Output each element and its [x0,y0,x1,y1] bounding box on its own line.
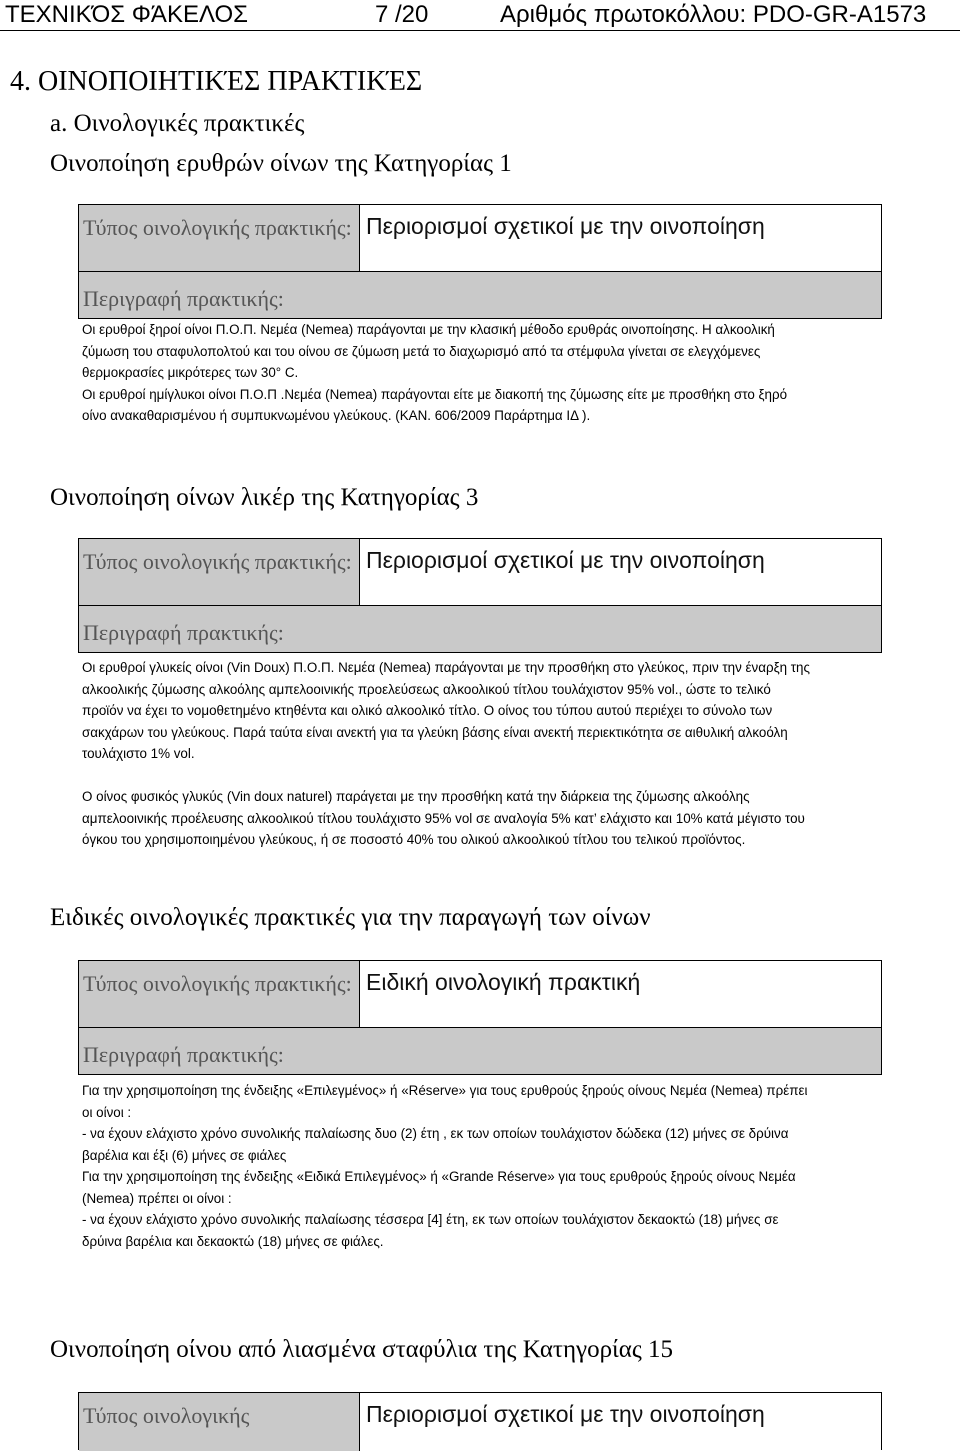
block2-description [82,657,872,851]
block3-restriction: Ειδική οινολογική πρακτική [366,969,641,995]
text-line: σακχάρων του γλεύκους. Παρά ταύτα είναι ανεκτή για τα γλεύκη βάσης είναι ανεκτή περιεκτικότητα σε αιθυλική αλκοόλη [82,724,788,740]
block2-description-label: Περιγραφή πρακτικής: [79,606,881,652]
block1-restriction: Περιορισμοί σχετικοί με την οινοποίηση [366,213,765,239]
block3-type-label: Τύπος οινολογικής πρακτικής: [79,961,360,1027]
block2-table [78,538,882,653]
block2-type-label: Τύπος οινολογικής πρακτικής: [79,539,360,605]
section-heading: 4. ΟΙΝΟΠΟΙΗΤΙΚΈΣ ΠΡΑΚΤΙΚΈΣ [10,66,423,97]
text-line: οι οίνοι : [82,1104,132,1120]
block1-table [78,204,882,319]
block1-title: Οινοποίηση ερυθρών οίνων της Κατηγορίας 1 [50,150,512,177]
block1-type-label: Τύπος οινολογικής πρακτικής: [79,205,360,271]
header-dossier-title: ΤΕΧΝΙΚΌΣ ΦΆΚΕΛΟΣ [5,1,248,28]
page-header [0,0,960,31]
text-line: - να έχουν ελάχιστο χρόνο συνολικής παλαίωσης δυο (2) έτη , εκ των οποίων τουλάχιστον δώδεκα (12) μήνες σε δρύινα [82,1126,789,1141]
block1-description-label: Περιγραφή πρακτικής: [79,272,881,318]
text-line: όγκου του χρησιμοποιημένου γλεύκους, ή σε ποσοστό 40% του ολικού αλκοολικού τίτλου του τελικού προϊόντος. [82,832,746,847]
block3-table [78,960,882,1075]
header-page-number: 7 /20 [375,1,429,28]
text-line: Για την χρησιμοποίηση της ένδειξης «Επιλεγμένος» ή «Réserve» για τους ερυθρούς ξηρούς οίνους Νεμέα (Nemea) πρέπει [82,1083,808,1098]
block3-title: Ειδικές οινολογικές πρακτικές για την παραγωγή των οίνων [50,904,651,931]
block4-restriction: Περιορισμοί σχετικοί με την οινοποίηση [366,1401,765,1427]
text-line [82,765,872,787]
text-line: ζύμωση του σταφυλοπολτού και του οίνου σε ζύμωση μετά το διαχωρισμό από τα στέμφυλα γίνεται σε ελεγχόμενες [82,343,761,359]
text-line: Οι ερυθροί ξηροί οίνοι Π.Ο.Π. Νεμέα (Nemea) παράγονται με την κλασική μέθοδο ερυθράς οινοποίησης. Η αλκοολική [82,322,775,337]
text-line: Ο οίνος φυσικός γλυκύς (Vin doux naturel) παράγεται με την προσθήκη κατά την διάρκεια της ζύμωσης αλκοόλης [82,789,750,804]
block3-description-label: Περιγραφή πρακτικής: [79,1028,881,1074]
text-line: βαρέλια και έξι (6) μήνες σε φιάλες [82,1147,287,1163]
block3-description [82,1080,872,1252]
text-line: (Nemea) πρέπει οι οίνοι : [82,1190,232,1206]
block2-title: Οινοποίηση οίνων λικέρ της Κατηγορίας 3 [50,484,479,511]
block4-type-label: Τύπος οινολογικής [79,1393,360,1451]
text-line: Οι ερυθροί γλυκείς οίνοι (Vin Doux) Π.Ο.Π. Νεμέα (Nemea) παράγονται με την προσθήκη στο γλεύκος, πριν την έναρξη της [82,660,810,675]
block2-restriction: Περιορισμοί σχετικοί με την οινοποίηση [366,547,765,573]
text-line: αμπελοοινικής προέλευσης αλκοολικού τίτλου τουλάχιστο 95% vol σε αναλογία 5% κατ’ ελάχιστο και 10% κατά μέγιστο του [82,810,805,826]
subsection-heading: a. Οινολογικές πρακτικές [50,110,305,137]
block4-title: Οινοποίηση οίνου από λιασμένα σταφύλια της Κατηγορίας 15 [50,1336,674,1363]
text-line: - να έχουν ελάχιστο χρόνο συνολικής παλαίωσης τέσσερα [4] έτη, εκ των οποίων τουλάχιστον δεκαοκτώ (18) μήνες σε [82,1212,779,1227]
text-line: οίνο ανακαθαρισμένου ή συμπυκνωμένου γλεύκους. (ΚΑΝ. 606/2009 Παράρτημα ΙΔ ). [82,408,591,423]
text-line: προϊόν να έχει το νομοθετημένο κτηθέντα και ολικό αλκοολικό τίτλο. Ο οίνος του τύπου αυτού περιέχει το σύνολο των [82,703,773,718]
text-line: Για την χρησιμοποίηση της ένδειξης «Ειδικά Επιλεγμένος» ή «Grande Réserve» για τους ερυθρούς ξηρούς οίνους Νεμέα [82,1169,796,1184]
text-line: δρύινα βαρέλια και δεκαοκτώ (18) μήνες σε φιάλες. [82,1233,384,1249]
block4-table [78,1392,882,1450]
block1-description [82,319,872,427]
text-line: θερμοκρασίες μικρότερες των 30° C. [82,365,299,380]
text-line: Οι ερυθροί ημίγλυκοι οίνοι Π.Ο.Π .Νεμέα (Nemea) παράγονται είτε με διακοπή της ζύμωσης είτε με προσθήκη στο ξηρό [82,386,788,402]
header-protocol-number: Αριθμός πρωτοκόλλου: PDO-GR-A1573 [500,1,927,28]
text-line: αλκοολικής ζύμωσης αλκοόλης αμπελοοινικής προελεύσεως αλκοολικού τίτλου τουλάχιστον 95% vol., ώστε το τελικό [82,681,771,697]
text-line: τουλάχιστο 1% vol. [82,746,195,761]
